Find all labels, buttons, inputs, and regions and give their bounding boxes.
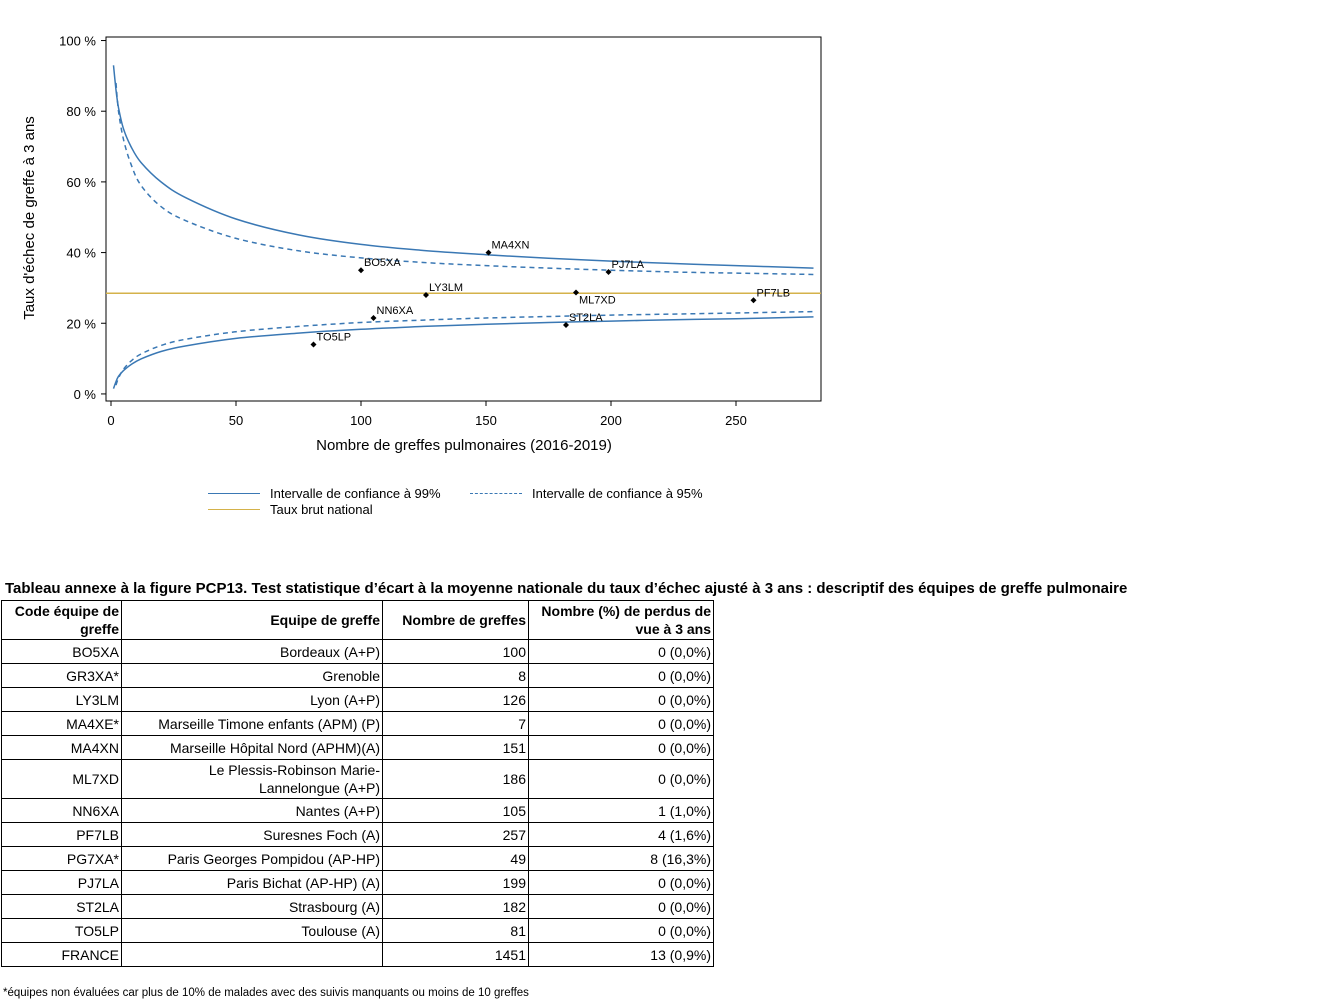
cell-code: ML7XD xyxy=(2,760,122,799)
cell-team-line1: Marseille Timone enfants (APM) (P) xyxy=(158,715,380,732)
cell-team xyxy=(122,823,383,847)
cell-code: NN6XA xyxy=(2,799,122,823)
cell-count: 1451 xyxy=(383,943,529,967)
cell-team-line1: Paris Georges Pompidou (AP-HP) xyxy=(167,850,380,867)
point-label: ML7XD xyxy=(579,294,616,307)
cell-team xyxy=(122,919,383,943)
cell-lost: 0 (0,0%) xyxy=(529,871,714,895)
cell-lost: 1 (1,0%) xyxy=(529,799,714,823)
x-tick-label: 0 xyxy=(107,413,115,428)
cell-team xyxy=(122,895,383,919)
cell-code: MA4XN xyxy=(2,736,122,760)
x-tick-label: 50 xyxy=(228,413,244,428)
x-axis-label: Nombre de greffes pulmonaires (2016-2019) xyxy=(316,437,612,454)
table-row xyxy=(2,871,714,895)
funnel-plot xyxy=(0,0,840,470)
cell-team-line1: Bordeaux (A+P) xyxy=(280,643,380,660)
cell-team xyxy=(122,847,383,871)
point-label: PJ7LA xyxy=(611,259,644,272)
table-row xyxy=(2,847,714,871)
cell-count: 151 xyxy=(383,736,529,760)
x-tick-label: 250 xyxy=(725,413,747,428)
table-row xyxy=(2,823,714,847)
cell-count: 81 xyxy=(383,919,529,943)
legend-label-national: Taux brut national xyxy=(270,502,373,517)
cell-lost: 0 (0,0%) xyxy=(529,895,714,919)
header-code xyxy=(2,601,122,640)
cell-team xyxy=(122,688,383,712)
cell-lost: 0 (0,0%) xyxy=(529,640,714,664)
point-label: ST2LA xyxy=(569,312,603,325)
header-team: Equipe de greffe xyxy=(122,601,383,640)
cell-lost: 0 (0,0%) xyxy=(529,760,714,799)
y-tick-label: 60 % xyxy=(66,174,96,190)
cell-team-line1: Marseille Hôpital Nord (APHM)(A) xyxy=(169,739,380,756)
plot-frame xyxy=(106,37,821,401)
cell-team-line1: Grenoble xyxy=(322,667,380,684)
cell-team xyxy=(122,664,383,688)
legend-item-national xyxy=(208,502,373,517)
cell-team xyxy=(122,799,383,823)
legend-swatch-ci95 xyxy=(470,493,522,494)
legend-swatch-national xyxy=(208,509,260,510)
table-row xyxy=(2,760,714,799)
cell-count: 49 xyxy=(383,847,529,871)
table-row xyxy=(2,640,714,664)
legend-label-ci99: Intervalle de confiance à 99% xyxy=(270,486,441,501)
cell-code: BO5XA xyxy=(2,640,122,664)
point-label: PF7LB xyxy=(756,287,791,300)
table-row xyxy=(2,895,714,919)
cell-lost: 4 (1,6%) xyxy=(529,823,714,847)
table-body xyxy=(2,640,714,967)
cell-team xyxy=(122,943,383,967)
cell-count: 182 xyxy=(383,895,529,919)
cell-code: FRANCE xyxy=(2,943,122,967)
cell-team-line2: Lannelongue (A+P) xyxy=(258,780,380,796)
ci99-upper-line xyxy=(114,65,814,268)
header-lost xyxy=(529,601,714,640)
cell-count: 105 xyxy=(383,799,529,823)
table-row xyxy=(2,799,714,823)
point-label: LY3LM xyxy=(429,281,464,294)
table-row xyxy=(2,664,714,688)
cell-lost: 0 (0,0%) xyxy=(529,919,714,943)
cell-code: PF7LB xyxy=(2,823,122,847)
cell-team xyxy=(122,712,383,736)
cell-lost: 0 (0,0%) xyxy=(529,736,714,760)
y-tick-label: 40 % xyxy=(66,245,96,261)
cell-team-line1: Toulouse (A) xyxy=(301,922,380,939)
cell-team-line1: Lyon (A+P) xyxy=(310,691,380,708)
legend-item-ci99 xyxy=(208,486,441,501)
table-footnote: *équipes non évaluées car plus de 10% de malades avec des suivis manquants ou moins de 10 greffes xyxy=(3,987,529,999)
table-header-row xyxy=(2,601,714,640)
cell-team xyxy=(122,760,383,799)
x-tick-label: 100 xyxy=(350,413,372,428)
legend-label-ci95: Intervalle de confiance à 95% xyxy=(532,486,703,501)
cell-code: LY3LM xyxy=(2,688,122,712)
cell-count: 100 xyxy=(383,640,529,664)
table-row xyxy=(2,688,714,712)
annex-table xyxy=(1,600,714,967)
cell-count: 257 xyxy=(383,823,529,847)
cell-team-line1: Nantes (A+P) xyxy=(295,802,380,819)
table-row xyxy=(2,919,714,943)
legend-item-ci95 xyxy=(470,486,703,501)
cell-team-line1: Paris Bichat (AP-HP) (A) xyxy=(226,874,380,891)
y-axis-label: Taux d'échec de greffe à 3 ans xyxy=(21,116,38,320)
header-code-line2: greffe xyxy=(80,621,119,637)
x-tick-label: 200 xyxy=(600,413,622,428)
cell-code: PJ7LA xyxy=(2,871,122,895)
cell-count: 7 xyxy=(383,712,529,736)
table-title: Tableau annexe à la figure PCP13. Test statistique d’écart à la moyenne nationale du taux d’échec ajusté à 3 ans : descriptif des équipes de greffe pulmonaire xyxy=(5,580,1128,597)
cell-lost: 8 (16,3%) xyxy=(529,847,714,871)
header-code-line1: Code équipe de xyxy=(14,603,119,619)
y-tick-label: 20 % xyxy=(66,316,96,332)
cell-team-line1: Le Plessis-Robinson Marie- xyxy=(208,762,380,778)
ci95-lower-line xyxy=(116,312,814,386)
chart-legend xyxy=(208,484,768,520)
cell-count: 199 xyxy=(383,871,529,895)
cell-count: 126 xyxy=(383,688,529,712)
cell-team xyxy=(122,640,383,664)
cell-team-line1: Strasbourg (A) xyxy=(288,898,380,915)
y-tick-label: 80 % xyxy=(66,104,96,120)
cell-lost: 0 (0,0%) xyxy=(529,664,714,688)
cell-code: PG7XA* xyxy=(2,847,122,871)
point-label: BO5XA xyxy=(364,257,401,270)
ci95-upper-line xyxy=(116,83,814,275)
legend-swatch-ci99 xyxy=(208,493,260,494)
cell-count: 8 xyxy=(383,664,529,688)
table-row xyxy=(2,712,714,736)
cell-team xyxy=(122,871,383,895)
y-tick-label: 100 % xyxy=(59,33,96,49)
cell-lost: 0 (0,0%) xyxy=(529,712,714,736)
cell-team xyxy=(122,736,383,760)
table-row xyxy=(2,943,714,967)
header-lost-line1: Nombre (%) de perdus de xyxy=(541,603,711,619)
header-lost-line2: vue à 3 ans xyxy=(635,621,711,637)
point-label: NN6XA xyxy=(376,304,414,317)
cell-code: MA4XE* xyxy=(2,712,122,736)
cell-code: ST2LA xyxy=(2,895,122,919)
point-label: TO5LP xyxy=(316,331,352,344)
cell-code: TO5LP xyxy=(2,919,122,943)
point-label: MA4XN xyxy=(491,239,530,252)
cell-lost: 0 (0,0%) xyxy=(529,688,714,712)
plot-area xyxy=(59,34,821,428)
cell-lost: 13 (0,9%) xyxy=(529,943,714,967)
header-count: Nombre de greffes xyxy=(383,601,529,640)
x-tick-label: 150 xyxy=(475,413,497,428)
cell-count: 186 xyxy=(383,760,529,799)
y-tick-label: 0 % xyxy=(73,386,96,402)
table-row xyxy=(2,736,714,760)
cell-team-line1: Suresnes Foch (A) xyxy=(263,826,380,843)
cell-code: GR3XA* xyxy=(2,664,122,688)
ci99-lower-line xyxy=(114,317,814,389)
